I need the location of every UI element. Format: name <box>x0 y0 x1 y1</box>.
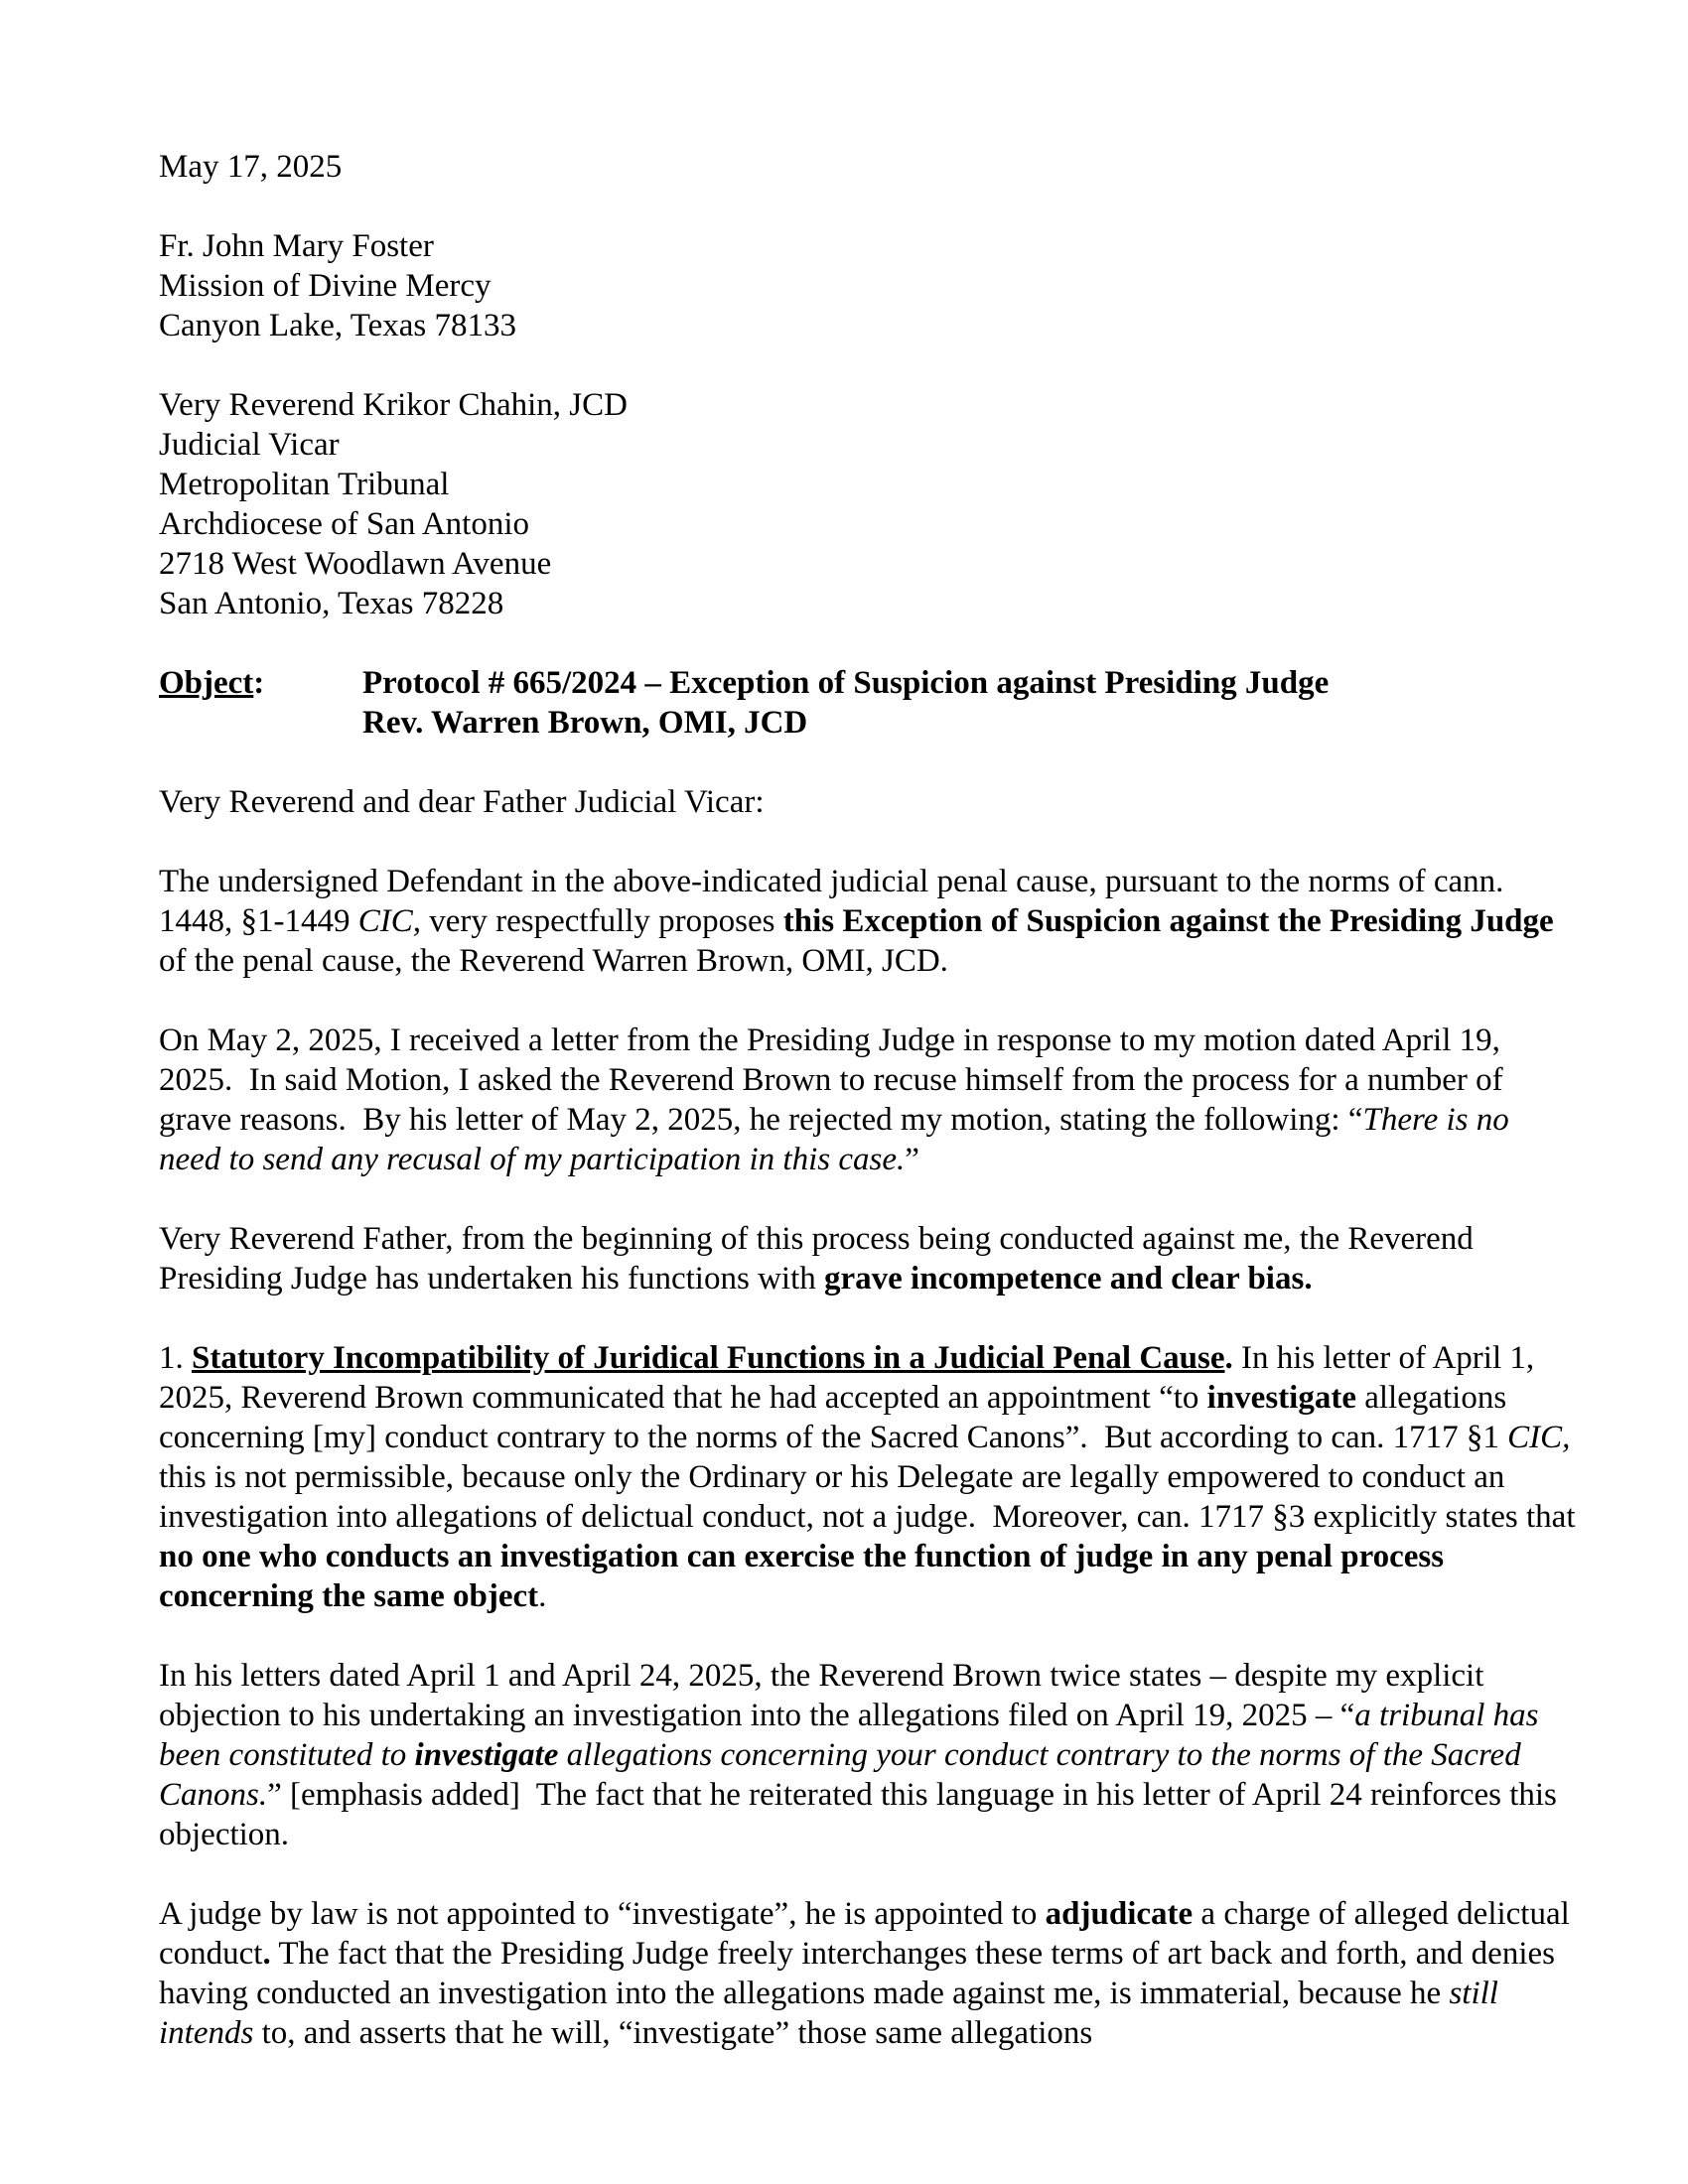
recipient-address <box>159 385 1579 623</box>
recipient-street: 2718 West Woodlawn Avenue <box>159 546 552 582</box>
sender-name: Fr. John Mary Foster <box>159 228 434 264</box>
recipient-tribunal: Metropolitan Tribunal <box>159 467 450 502</box>
object-subject-line-2: Rev. Warren Brown, OMI, JCD <box>362 705 808 741</box>
letter-content <box>159 147 1584 2093</box>
object-text <box>362 663 1579 743</box>
object-label: Object: <box>159 665 265 701</box>
paragraph-1-statutory-incompatibility: 1. Statutory Incompatibility of Juridical Functions in a Judicial Penal Cause. In his letter of April 1, 2025, Reverend Brown communicated that he had accepted an appointment “to investigate allegations concerning [my] conduct contrary to the norms of the Sacred Canons”. But according to can. 1717 §1 CIC, this is not permissible, because only the Ordinary or his Delegate are legally empowered to conduct an investigation into allegations of delictual conduct, not a judge. Moreover, can. 1717 §3 explicitly states that no one who conducts an investigation can exercise the function of judge in any penal process concerning the same object. <box>159 1340 1584 1614</box>
salutation: Very Reverend and dear Father Judicial Vicar: <box>159 784 765 820</box>
object-subject-line-1: Protocol # 665/2024 – Exception of Suspicion against Presiding Judge <box>362 665 1330 701</box>
sender-address <box>159 226 1579 345</box>
paragraph-motion-rejection: On May 2, 2025, I received a letter from the Presiding Judge in response to my motion dated April 19, 2025. In said Motion, I asked the Reverend Brown to recuse himself from the process for a number of grave reasons. By his letter of May 2, 2025, he rejected my motion, stating the following: “There is no need to send any recusal of my participation in this case.” <box>159 1023 1518 1177</box>
sender-city-state-zip: Canyon Lake, Texas 78133 <box>159 308 517 343</box>
paragraph-incompetence-bias: Very Reverend Father, from the beginning of this process being conducted against me, the Reverend Presiding Judge has undertaken his functions with grave incompetence and clear bias. <box>159 1221 1482 1297</box>
sender-organization: Mission of Divine Mercy <box>159 268 492 304</box>
recipient-archdiocese: Archdiocese of San Antonio <box>159 506 530 542</box>
recipient-city-state-zip: San Antonio, Texas 78228 <box>159 586 504 621</box>
paragraph-judge-adjudicate: A judge by law is not appointed to “investigate”, he is appointed to adjudicate a charge of alleged delictual conduct. The fact that the Presiding Judge freely interchanges these terms of art back and forth, and denies having conducted an investigation into the allegations made against me, is immaterial, because he still intends to, and asserts that he will, “investigate” those same allegations <box>159 1896 1579 2051</box>
recipient-name: Very Reverend Krikor Chahin, JCD <box>159 387 628 423</box>
recipient-title: Judicial Vicar <box>159 427 340 463</box>
letter-date: May 17, 2025 <box>159 149 343 185</box>
object-block <box>159 663 1579 743</box>
paragraph-exception-proposal: The undersigned Defendant in the above-indicated judicial penal cause, pursuant to the norms of cann. 1448, §1-1449 CIC, very respectfully proposes this Exception of Suspicion against the Presiding Judge of the penal cause, the Reverend Warren Brown, OMI, JCD. <box>159 864 1562 979</box>
salutation-block <box>159 782 1579 822</box>
letter-date-block <box>159 147 1579 187</box>
paragraph-letters-april-1-24: In his letters dated April 1 and April 24, 2025, the Reverend Brown twice states – despite my explicit objection to his undertaking an investigation into the allegations filed on April 19, 2025 – “a tribunal has been constituted to investigate allegations concerning your conduct contrary to the norms of the Sacred Canons.” [emphasis added] The fact that he reiterated this language in his letter of April 24 reinforces this objection. <box>159 1658 1566 1852</box>
